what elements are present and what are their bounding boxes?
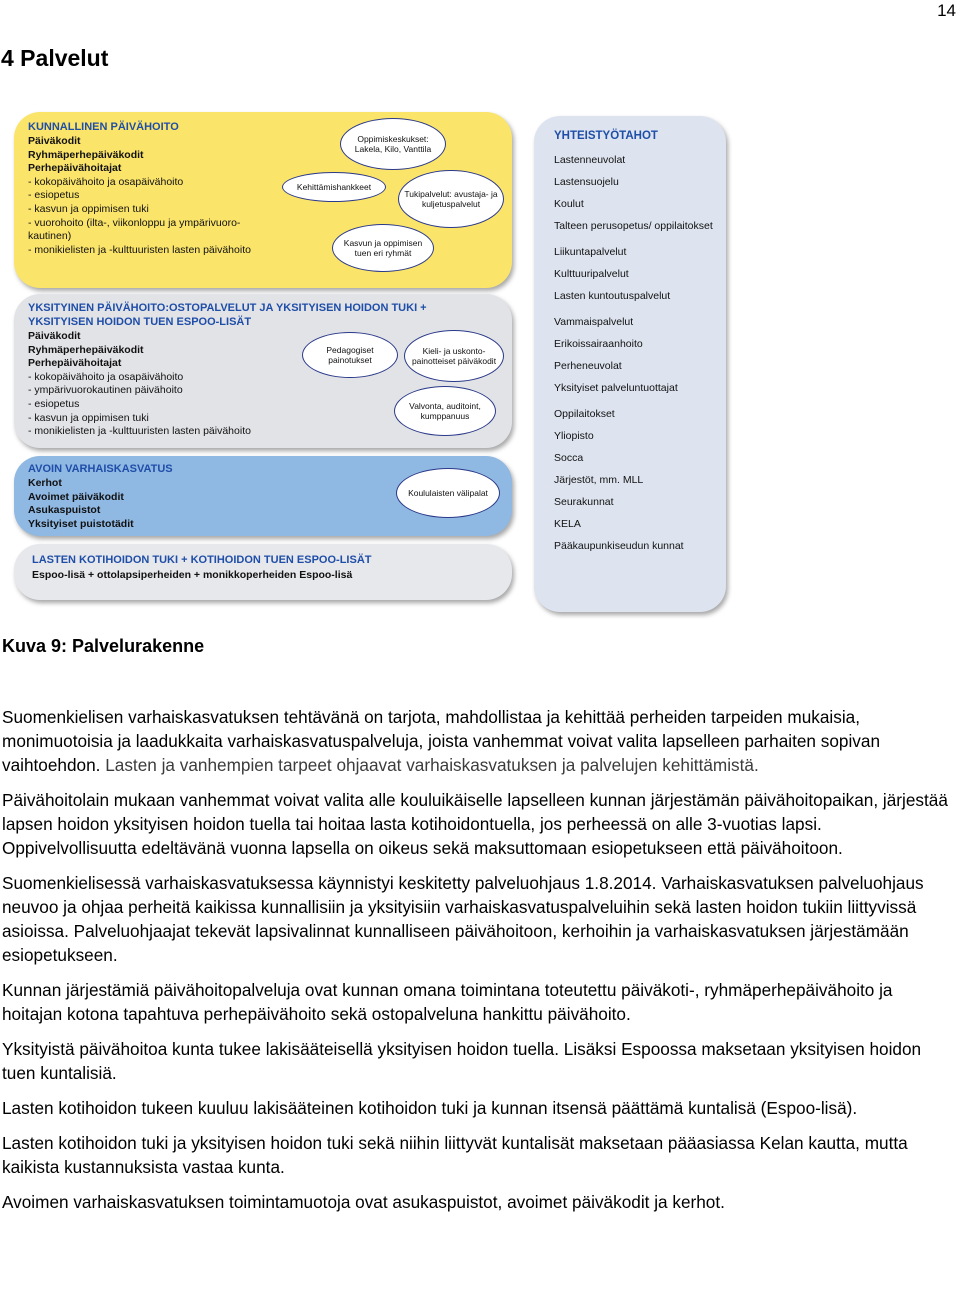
private-daycare-title-line-2: YKSITYISEN HOIDON TUEN ESPOO-LISÄT [28, 316, 252, 328]
list-item: Ryhmäperhepäiväkodit [28, 148, 144, 161]
list-item: Yksityiset palveluntuottajat [554, 382, 678, 394]
list-item: kautinen) [28, 230, 72, 243]
list-item: Perheneuvolat [554, 360, 622, 372]
service-structure-diagram [12, 108, 728, 613]
list-item: Perhepäivähoitajat [28, 357, 122, 370]
municipal-daycare-panel [14, 112, 512, 288]
development-projects-bubble: Kehittämishankkeet [282, 172, 386, 202]
paragraph: Lasten kotihoidon tuki ja yksityisen hoidon tuki sekä niihin liittyvät kuntalisät maksetaan pääasiassa Kelan kautta, mutta kaikista kustannuksista vastaa kunta. [2, 1133, 908, 1177]
list-item: Erikoissairaanhoito [554, 338, 643, 350]
list-item: - kasvun ja oppimisen tuki [28, 411, 149, 424]
supervision-partnership-bubble: Valvonta, auditoint, kumppanuus [394, 386, 496, 436]
list-item: Koulut [554, 198, 584, 210]
list-item: Päiväkodit [28, 135, 81, 147]
list-item: - monikielisten ja -kulttuuristen lasten päivähoito [28, 425, 251, 438]
home-care-allowance-panel [14, 544, 512, 600]
section-heading: 4 Palvelut [1, 45, 109, 71]
list-item: Kulttuuripalvelut [554, 268, 629, 280]
list-item: - monikielisten ja -kulttuuristen lasten päivähoito [28, 243, 251, 256]
list-item: Lastensuojelu [554, 176, 619, 188]
school-snacks-bubble: Koululaisten välipalat [396, 468, 500, 518]
list-item: Socca [554, 452, 584, 464]
list-item: - ympärivuorokautinen päivähoito [28, 384, 183, 397]
list-item: - esiopetus [28, 189, 80, 202]
list-item: Talteen perusopetus/ oppilaitokset [554, 220, 713, 232]
open-early-education-list [28, 477, 134, 531]
list-item: Yliopisto [554, 430, 594, 442]
list-item: Ryhmäperhepäiväkodit [28, 343, 144, 356]
list-item: Avoimet päiväkodit [28, 490, 124, 503]
paragraph: Suomenkielisessä varhaiskasvatuksessa käynnistyi keskitetty palveluohjaus 1.8.2014. Varhaiskasvatuksen palveluohjaus neuvoo ja ohjaa perheitä kaikissa kunnallisiin ja yksityisiin varhaiskasvatuspalveluihin sekä lasten hoidon tukiin liittyvissä asioissa. Palveluohjaajat tekevät lapsivalinnat kunnalliseen päivähoitoon, kerhoihin ja varhaiskasvatuksen järjestämään esiopetukseen. [2, 873, 924, 965]
page-number: 14 [937, 1, 956, 20]
body-text [2, 705, 952, 1225]
list-item: Oppilaitokset [554, 408, 615, 420]
learning-centers-bubble: Oppimiskeskukset: Lakela, Kilo, Vanttila [340, 118, 446, 170]
municipal-daycare-list [28, 135, 251, 257]
open-early-education-panel [14, 456, 512, 536]
list-item: Seurakunnat [554, 496, 614, 508]
list-item: Päiväkodit [28, 330, 81, 342]
paragraph [2, 705, 952, 777]
paragraph: Yksityistä päivähoitoa kunta tukee lakisääteisellä yksityisen hoidon tuella. Lisäksi Espoossa maksetaan yksityisen hoidon tuen kuntalisiä. [2, 1039, 922, 1083]
paragraph-sentence: Suomenkielisen varhaiskasvatuksen tehtävänä on tarjota, mahdollistaa ja kehittää perheiden tarpeiden mukaisia, monimuotoisia ja laadukkaita varhaiskasvatuspalveluja, joista vanhemmat voivat valita lapselleen parhaiten sopivan vaihtoehdon. [2, 707, 881, 775]
partners-title: YHTEISTYÖTAHOT [554, 130, 658, 142]
partners-panel [534, 116, 726, 612]
private-daycare-panel [14, 294, 512, 448]
partners-list [554, 154, 719, 566]
paragraph: Päivähoitolain mukaan vanhemmat voivat valita alle kouluikäiselle lapselleen kunnan järjestämän päivähoitopaikan, järjestää lapsen hoidon yksityisen hoidon tuella tai hoitaa lasta kotihoidontuella, jos perheessä on alle 3-vuotias lapsi. Oppivelvollisuutta edeltävänä vuonna lapsella on oikeus sekä maksuttomaan esiopetukseen että päivähoitoon. [2, 790, 948, 858]
list-item: KELA [554, 518, 581, 530]
home-care-allowance-line: Espoo-lisä + ottolapsiperheiden + monikkoperheiden Espoo-lisä [32, 569, 353, 581]
list-item: - esiopetus [28, 397, 80, 410]
paragraph: Kunnan järjestämiä päivähoitopalveluja ovat kunnan omana toimintana toteutettu päiväkoti-, ryhmäperhepäivähoito ja hoitajan kotona tapahtuva perhepäivähoito sekä ostopalveluna hankittu päivähoito. [2, 980, 893, 1024]
figure-caption: Kuva 9: Palvelurakenne [2, 636, 205, 656]
list-item: Järjestöt, mm. MLL [554, 474, 644, 486]
list-item: Vammaispalvelut [554, 316, 634, 328]
list-item: Lasten kuntoutuspalvelut [554, 290, 671, 302]
open-early-education-title: AVOIN VARHAISKASVATUS [28, 463, 173, 475]
list-item: - kasvun ja oppimisen tuki [28, 202, 149, 215]
list-item: Perhepäivähoitajat [28, 162, 122, 175]
list-item: Yksityiset puistotädit [28, 517, 134, 530]
list-item: - kokopäivähoito ja osapäivähoito [28, 370, 184, 383]
list-item: Liikuntapalvelut [554, 246, 627, 258]
paragraph-sentence: Lasten ja vanhempien tarpeet ohjaavat varhaiskasvatuksen ja palvelujen kehittämistä. [105, 755, 759, 775]
list-item: Lastenneuvolat [554, 154, 626, 166]
paragraph: Lasten kotihoidon tukeen kuuluu lakisääteinen kotihoidon tuki ja kunnan itsensä päättämä kuntalisä (Espoo-lisä). [2, 1098, 858, 1118]
learning-support-groups-bubble: Kasvun ja oppimisen tuen eri ryhmät [332, 224, 434, 272]
list-item: Pääkaupunkiseudun kunnat [554, 540, 684, 552]
pedagogical-emphases-bubble: Pedagogiset painotukset [302, 332, 398, 378]
list-item: Asukaspuistot [28, 504, 101, 517]
paragraph: Avoimen varhaiskasvatuksen toimintamuotoja ovat asukaspuistot, avoimet päiväkodit ja kerhot. [2, 1192, 725, 1212]
private-daycare-title-line-1: YKSITYINEN PÄIVÄHOITO:OSTOPALVELUT JA YKSITYISEN HOIDON TUKI + [28, 302, 427, 314]
municipal-daycare-title: KUNNALLINEN PÄIVÄHOITO [28, 121, 179, 133]
list-item: - kokopäivähoito ja osapäivähoito [28, 175, 184, 188]
list-item: Kerhot [28, 477, 62, 489]
list-item: - vuorohoito (ilta-, viikonloppu ja ympärivuoro- [28, 216, 241, 229]
private-daycare-list [28, 330, 251, 439]
language-religion-daycare-bubble: Kieli- ja uskonto-painotteiset päiväkodit [404, 330, 504, 382]
support-services-bubble: Tukipalvelut: avustaja- ja kuljetuspalvelut [398, 170, 504, 228]
home-care-allowance-title: LASTEN KOTIHOIDON TUKI + KOTIHOIDON TUEN ESPOO-LISÄT [32, 554, 372, 566]
